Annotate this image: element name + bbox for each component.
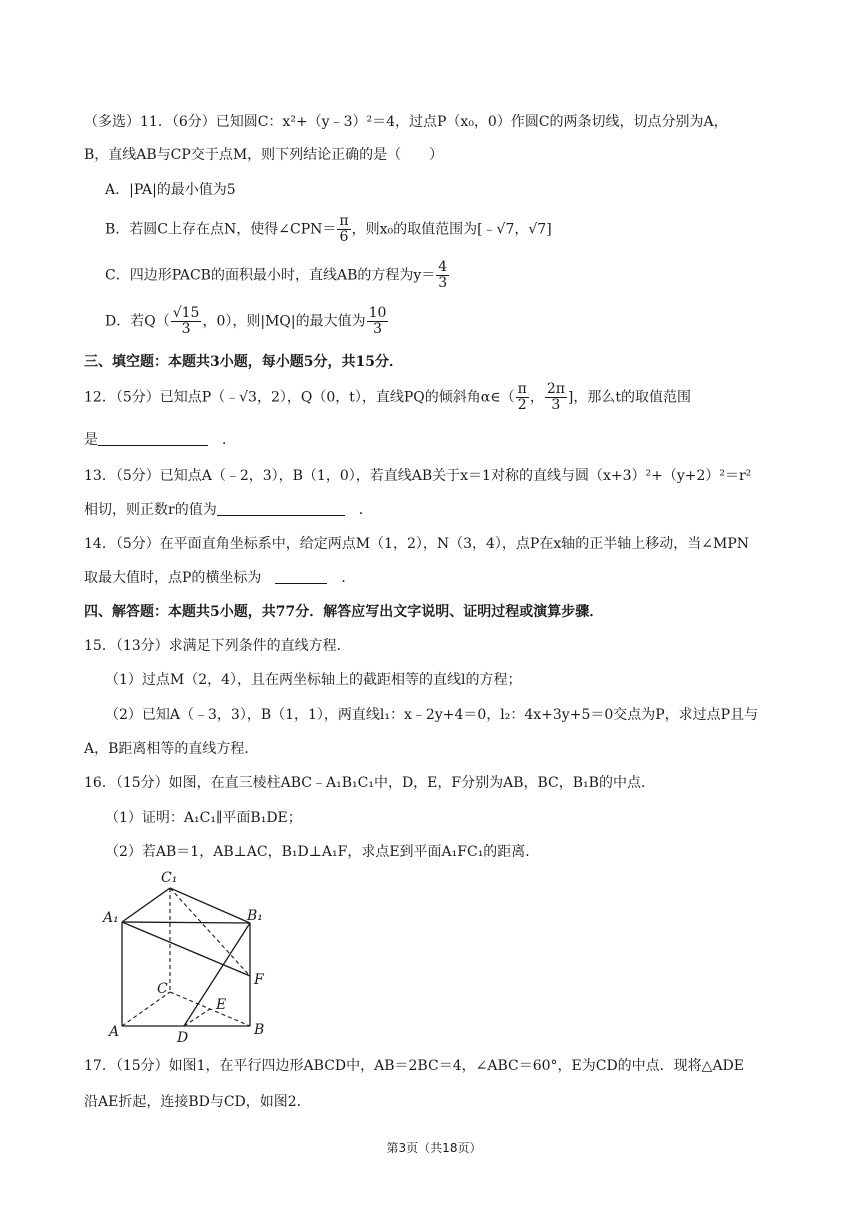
q13-answer-blank[interactable] [217, 501, 345, 516]
q11-option-d-fraction2 [367, 306, 389, 337]
q13-line2-prefix: 相切，则正数r的值为 [84, 502, 217, 518]
q11-option-b-prefix: B．若圆C上存在点N，使得∠CPN＝ [105, 221, 337, 238]
q15-line1: 15．（13分）求满足下列条件的直线方程． [84, 638, 351, 654]
edge-a1-c1 [122, 888, 170, 922]
page-footer: 第3页（共18页） [386, 1141, 482, 1155]
q11-option-d-fraction [171, 306, 202, 337]
fraction-denominator: 2 [517, 397, 527, 413]
label-c: C [157, 981, 168, 997]
fraction-numerator: 4 [438, 259, 448, 275]
segment-a1-f [122, 922, 250, 976]
fraction-denominator: 3 [181, 321, 191, 337]
q14-answer-blank[interactable] [275, 569, 327, 584]
q12-line2-prefix: 是 [84, 432, 98, 448]
segment-d-e-hidden [184, 1009, 210, 1026]
fraction-denominator: 3 [373, 321, 382, 337]
q12-fraction2 [545, 382, 567, 413]
q16-part2: （2）若AB＝1，AB⊥AC，B₁D⊥A₁F，求点E到平面A₁FC₁的距离． [105, 844, 540, 860]
label-c1: C₁ [161, 870, 178, 886]
q11-option-b [105, 214, 552, 245]
q16-line1: 16．（15分）如图，在直三棱柱ABC﹣A₁B₁C₁中，D，E，F分别为AB，BC，B₁B的中点． [84, 775, 655, 791]
q14-line1: 14．（5分）在平面直角坐标系中，给定两点M（1，2），N（3，4），点P在x轴的正半轴上移动，当∠MPN [84, 536, 749, 552]
q15-part2: （2）已知A（﹣3，3），B（1，1），两直线l₁：x﹣2y+4＝0，l₂：4x+3y+5＝0交点为P，求过点P且与 [105, 707, 759, 723]
fraction-denominator: 3 [551, 397, 561, 413]
q12-fraction1 [516, 382, 529, 413]
q12-line2 [84, 430, 236, 450]
fraction-numerator: 2π [546, 381, 565, 397]
label-f: F [254, 972, 264, 988]
q11-option-b-fraction [337, 214, 350, 245]
q11-option-c-fraction [436, 260, 449, 291]
q14-line2 [84, 568, 355, 588]
q17-line2: 沿AE折起，连接BD与CD，如图2． [84, 1094, 311, 1110]
edge-a-c-hidden [122, 992, 170, 1026]
q11-line1: （多选）11．（6分）已知圆C：x²+（y﹣3）²＝4，过点P（x₀，0）作圆C的两条切线，切点分别为A， [84, 114, 728, 130]
q13-line2 [84, 500, 373, 520]
fraction-numerator: 10 [368, 305, 387, 321]
q12-prefix: 12．（5分）已知点P（﹣√3，2），Q（0，t），直线PQ的倾斜角α∈（ [84, 389, 515, 406]
label-e: E [216, 997, 227, 1013]
q17-line1: 17．（15分）如图1，在平行四边形ABCD中，AB＝2BC＝4，∠ABC＝60°，E为CD的中点．现将△ADE [84, 1058, 744, 1074]
q14-line2-prefix: 取最大值时，点P的横坐标为 [84, 570, 262, 586]
edge-a1-b1 [122, 922, 250, 923]
q11-option-d [105, 306, 389, 337]
prism-figure [95, 860, 285, 1050]
q11-option-a: A．|PA|的最小值为5 [105, 182, 236, 198]
q12-separator: ， [529, 389, 544, 406]
q15-part2-cont: A，B距离相等的直线方程． [84, 741, 259, 757]
section-3-heading: 三、填空题：本题共3小题，每小题5分，共15分． [84, 354, 403, 370]
q11-option-d-middle: ，0），则|MQ|的最大值为 [202, 313, 366, 330]
fraction-numerator: √15 [172, 305, 200, 321]
q15-part1: （1）过点M（2，4），且在两坐标轴上的截距相等的直线l的方程； [105, 672, 522, 688]
q11-option-b-suffix: ，则x₀的取值范围为[﹣√7，√7] [351, 221, 552, 238]
q11-option-d-prefix: D．若Q（ [105, 313, 170, 330]
q11-option-c-prefix: C．四边形PACB的面积最小时，直线AB的方程为y＝ [105, 267, 436, 284]
q13-line1: 13．（5分）已知点A（﹣2，3），B（1，0），若直线AB关于x＝1对称的直线与圆（x+3）²+（y+2）²＝r² [84, 468, 752, 484]
q12-suffix: ]，那么t的取值范围 [567, 389, 692, 406]
label-b: B [254, 1022, 265, 1038]
section-4-heading: 四、解答题：本题共5小题，共77分．解答应写出文字说明、证明过程或演算步骤． [84, 604, 604, 620]
q13-line2-suffix: ． [358, 502, 373, 518]
label-a1: A₁ [103, 910, 119, 926]
q11-option-c [105, 260, 450, 291]
q14-line2-suffix: ． [341, 570, 356, 586]
fraction-denominator: 6 [339, 229, 349, 245]
q12-line1 [84, 382, 691, 413]
label-d: D [177, 1030, 189, 1046]
q12-answer-blank[interactable] [98, 431, 208, 446]
q11-line2: B，直线AB与CP交于点M，则下列结论正确的是（ ） [84, 147, 444, 163]
q12-line2-suffix: ． [222, 432, 236, 448]
segment-c1-f-hidden [170, 888, 250, 976]
label-a: A [109, 1024, 120, 1040]
label-b1: B₁ [247, 908, 263, 924]
q16-part1: （1）证明：A₁C₁∥平面B₁DE； [105, 810, 302, 826]
fraction-numerator: π [517, 381, 527, 397]
fraction-numerator: π [339, 213, 349, 229]
edge-c1-b1 [170, 888, 250, 923]
fraction-denominator: 3 [438, 275, 448, 291]
